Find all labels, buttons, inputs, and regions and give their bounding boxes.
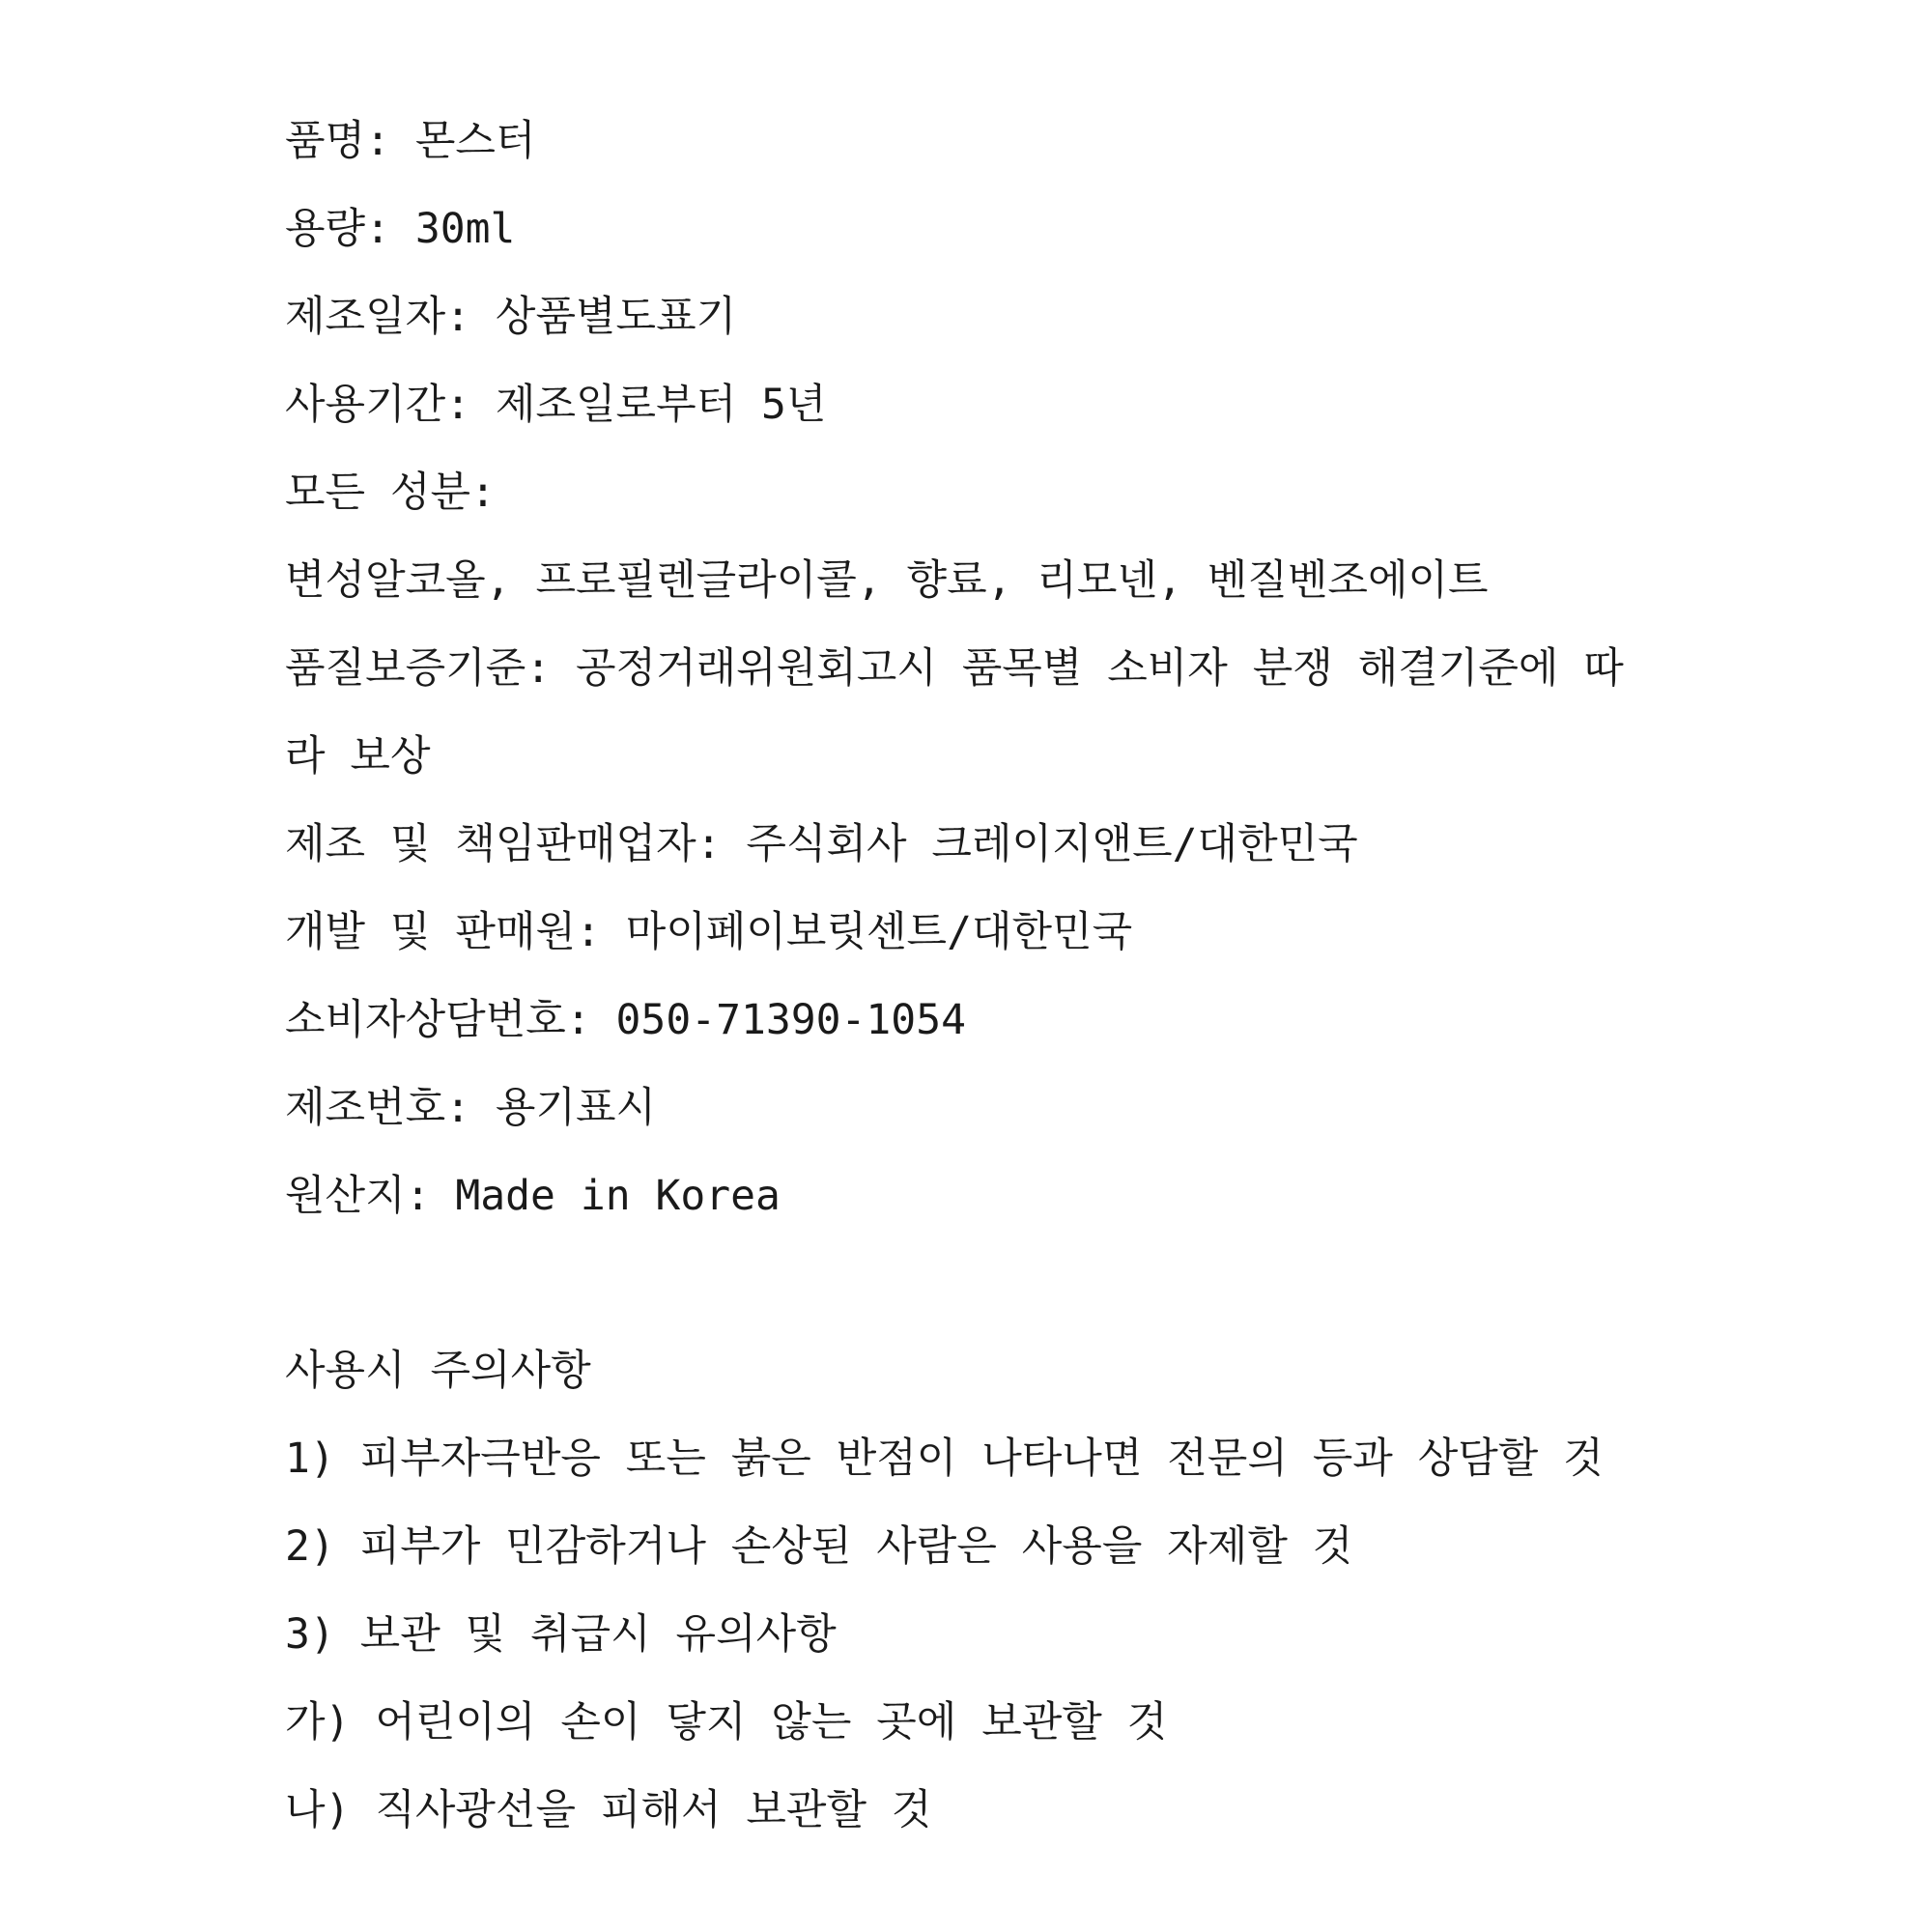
lot-number-line: 제조번호: 용기표시 [285,1084,657,1132]
product-info-section [285,112,1657,1225]
caution-item: 가) 어린이의 손이 닿지 않는 곳에 보관할 것 [285,1698,1168,1747]
developer-seller-line: 개발 및 판매원: 마이페이보릿센트/대한민국 [285,908,1133,956]
product-label-document [285,112,1657,1869]
quality-standard-line: 품질보증기준: 공정거래위원회고시 품목별 소비자 분쟁 해결기준에 따 [285,644,1624,693]
product-name-line: 품명: 몬스터 [285,117,536,165]
caution-item: 나) 직사광선을 피해서 보관할 것 [285,1786,932,1834]
cautions-section [285,1342,1657,1839]
quality-standard-continued-line: 라 보상 [285,732,431,781]
caution-item: 2) 피부가 민감하거나 손상된 사람은 사용을 자제할 것 [285,1522,1353,1571]
caution-item: 3) 보관 및 취급시 유의사항 [285,1610,837,1659]
consumer-hotline-line: 소비자상담번호: 050-71390-1054 [285,996,966,1044]
manufacturer-line: 제조 및 책임판매업자: 주식회사 크레이지앤트/대한민국 [285,820,1358,868]
cautions-heading: 사용시 주의사항 [285,1347,591,1395]
ingredients-heading-line: 모든 성분: [285,469,496,517]
usage-period-line: 사용기간: 제조일로부터 5년 [285,381,827,429]
volume-line: 용량: 30ml [285,205,516,253]
manufacture-date-line: 제조일자: 상품별도표기 [285,293,737,341]
ingredients-list-line: 변성알코올, 프로필렌글라이콜, 향료, 리모넨, 벤질벤조에이트 [285,556,1489,605]
caution-item: 1) 피부자극반응 또는 붉은 반점이 나타나면 전문의 등과 상담할 것 [285,1435,1604,1483]
section-spacer [285,1255,1657,1342]
origin-line: 원산지: Made in Korea [285,1172,781,1220]
